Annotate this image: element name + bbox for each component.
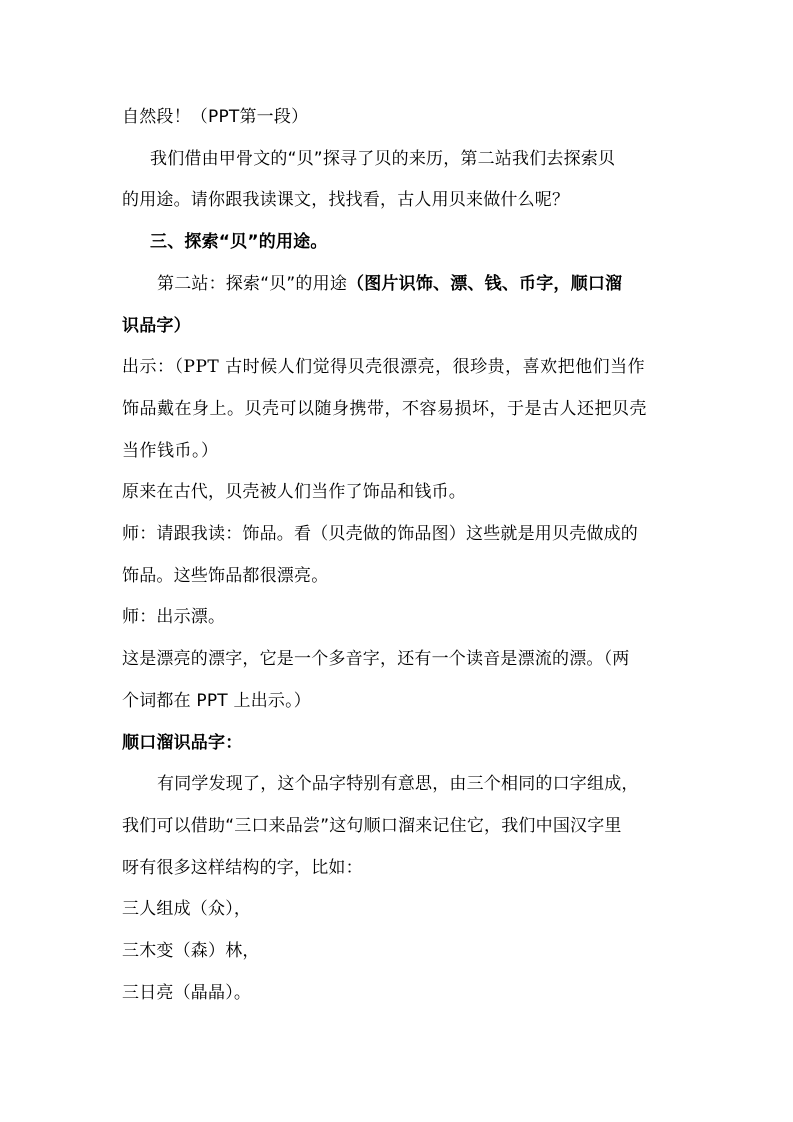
paragraph-line: 我们可以借助“三口来品尝”这句顺口溜来记住它，我们中国汉字里 (122, 816, 622, 836)
paragraph-line: 三人组成（众）， (122, 899, 252, 919)
paragraph-line: 三木变（森）林， (122, 941, 260, 961)
paragraph-line: 饰品。这些饰品都很漂亮。 (122, 566, 329, 586)
paragraph-line: 师：出示漂。 (122, 607, 226, 627)
station-note: （图片识饰、漂、钱、币字，顺口溜 (347, 274, 623, 294)
paragraph-line: 三日亮（晶晶）。 (122, 983, 252, 1003)
paragraph-line: 这是漂亮的漂字，它是一个多音字，还有一个读音是漂流的漂。（两 (122, 649, 630, 669)
paragraph-line: 出示：（PPT 古时候人们觉得贝壳很漂亮，很珍贵，喜欢把他们当作 (122, 357, 646, 377)
paragraph-line: 个词都在 PPT 上出示。） (122, 691, 311, 711)
paragraph-line: 有同学发现了，这个品字特别有意思，由三个相同的口字组成， (157, 774, 639, 794)
paragraph-line: 师：请跟我读：饰品。看（贝壳做的饰品图）这些就是用贝壳做成的 (122, 524, 638, 544)
paragraph-line (157, 273, 622, 295)
paragraph-line: 饰品戴在身上。贝壳可以随身携带，不容易损坏，于是古人还把贝壳 (122, 399, 647, 419)
paragraph-line: 识品字） (122, 316, 191, 336)
section-heading: 顺口溜识品字： (122, 733, 243, 753)
paragraph-line: 当作钱币。） (122, 441, 219, 461)
section-heading: 三、探索“贝”的用途。 (150, 232, 328, 252)
paragraph-line: 自然段！（PPT第一段） (122, 107, 309, 127)
station-label: 第二站：探索“贝”的用途 (157, 274, 348, 294)
paragraph-line: 原来在古代，贝壳被人们当作了饰品和钱币。 (122, 482, 466, 502)
paragraph-line: 呀有很多这样结构的字，比如： (122, 858, 363, 878)
paragraph-line: 的用途。请你跟我读课文，找找看，古人用贝来做什么呢？ (122, 190, 570, 210)
paragraph-line: 我们借由甲骨文的“贝”探寻了贝的来历，第二站我们去探索贝 (150, 149, 616, 169)
